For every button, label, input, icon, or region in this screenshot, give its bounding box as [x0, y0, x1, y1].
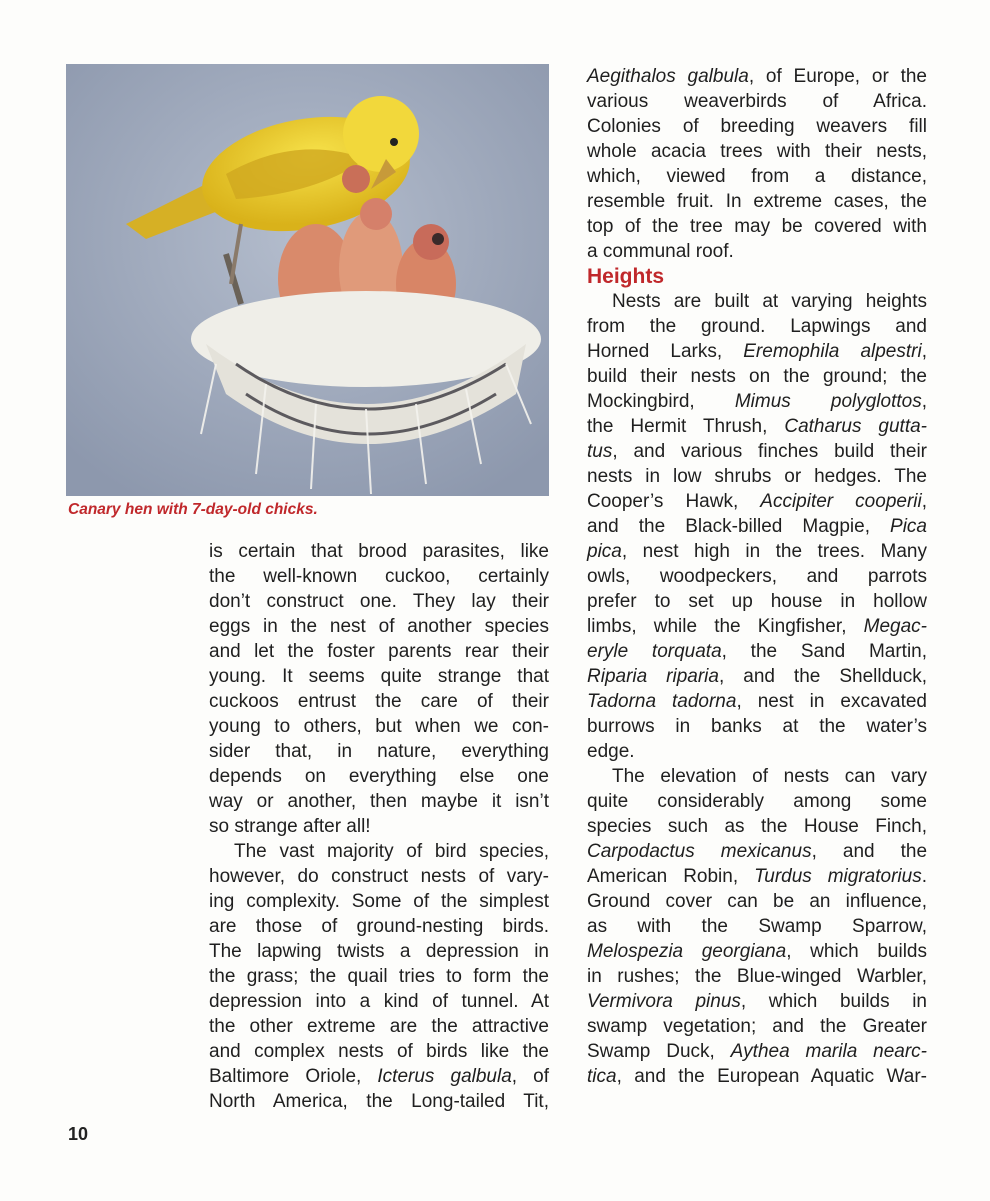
text-line: young. It seems quite strange that — [209, 666, 549, 687]
right-column — [587, 64, 927, 1089]
text-line: prefer to set up house in hollow — [587, 591, 927, 612]
text-line: don’t construct one. They lay their — [209, 591, 549, 612]
text-line: the other extreme are the attractive — [209, 1016, 549, 1037]
text-line: Nests are built at varying heights — [612, 291, 927, 312]
text-line: The lapwing twists a depression in — [209, 941, 549, 962]
canary-illustration — [66, 64, 549, 496]
text-line: as with the Swamp Sparrow, — [587, 916, 927, 937]
text-line: Ground cover can be an influence, — [587, 891, 927, 912]
text-line: Swamp Duck, Aythea marila nearc- — [587, 1041, 927, 1062]
text-line: and complex nests of birds like the — [209, 1041, 549, 1062]
text-line: Mockingbird, Mimus polyglottos, — [587, 391, 927, 412]
text-line: nests in low shrubs or hedges. The — [587, 466, 927, 487]
canary-photo — [66, 64, 549, 496]
text-line: ing complexity. Some of the simplest — [209, 891, 549, 912]
section-heading: Heights — [587, 265, 665, 288]
text-line: however, do construct nests of vary- — [209, 866, 549, 887]
text-line: in rushes; the Blue-winged Warbler, — [587, 966, 927, 987]
text-line: eggs in the nest of another species — [209, 616, 549, 637]
text-line: is certain that brood parasites, like — [209, 541, 549, 562]
text-line: from the ground. Lapwings and — [587, 316, 927, 337]
text-line: sider that, in nature, everything — [209, 741, 549, 762]
text-line: the Hermit Thrush, Catharus gutta- — [587, 416, 927, 437]
text-line: cuckoos entrust the care of their — [209, 691, 549, 712]
text-line: burrows in banks at the water’s — [587, 716, 927, 737]
photo-caption: Canary hen with 7-day-old chicks. — [68, 501, 318, 518]
text-line: various weaverbirds of Africa. — [587, 91, 927, 112]
text-line: depression into a kind of tunnel. At — [209, 991, 549, 1012]
left-column — [209, 539, 549, 1114]
text-line: tica, and the European Aquatic War- — [587, 1066, 927, 1087]
text-line: Melospezia georgiana, which builds — [587, 941, 927, 962]
text-line: whole acacia trees with their nests, — [587, 141, 927, 162]
text-line: top of the tree may be covered with — [587, 216, 927, 237]
text-line: depends on everything else one — [209, 766, 549, 787]
text-line: eryle torquata, the Sand Martin, — [587, 641, 928, 662]
text-line: limbs, while the Kingfisher, Megac- — [587, 616, 927, 637]
text-line: the grass; the quail tries to form the — [209, 966, 549, 987]
text-line: pica, nest high in the trees. Many — [587, 541, 927, 562]
text-line: owls, woodpeckers, and parrots — [587, 566, 927, 587]
text-line: and let the foster parents rear their — [209, 641, 549, 662]
text-line: edge. — [587, 741, 635, 762]
text-line: way or another, then maybe it isn’t — [209, 791, 549, 812]
text-line: Aegithalos galbula, of Europe, or the — [587, 66, 927, 87]
text-line: Cooper’s Hawk, Accipiter cooperii, — [587, 491, 927, 512]
text-line: Colonies of breeding weavers fill — [587, 116, 927, 137]
text-line: quite considerably among some — [587, 791, 927, 812]
text-line: so strange after all! — [209, 816, 371, 837]
page-number: 10 — [68, 1124, 89, 1144]
text-line: Vermivora pinus, which builds in — [587, 991, 928, 1012]
text-line: North America, the Long-tailed Tit, — [209, 1091, 549, 1112]
text-line: young to others, but when we con- — [209, 716, 549, 737]
text-line: swamp vegetation; and the Greater — [587, 1016, 927, 1037]
text-line: build their nests on the ground; the — [587, 366, 927, 387]
text-line: The elevation of nests can vary — [612, 766, 927, 787]
text-line: tus, and various finches build their — [587, 441, 927, 462]
text-line: species such as the House Finch, — [587, 816, 927, 837]
text-line: Baltimore Oriole, Icterus galbula, of — [209, 1066, 549, 1087]
text-line: resemble fruit. In extreme cases, the — [587, 191, 927, 212]
text-line: Tadorna tadorna, nest in excavated — [587, 691, 927, 712]
text-line: which, viewed from a distance, — [587, 166, 927, 187]
text-line: the well-known cuckoo, certainly — [209, 566, 549, 587]
text-line: American Robin, Turdus migratorius. — [587, 866, 927, 887]
text-line: Carpodactus mexicanus, and the — [587, 841, 928, 862]
text-line: Horned Larks, Eremophila alpestri, — [587, 341, 927, 362]
text-line: are those of ground-nesting birds. — [209, 916, 549, 937]
text-line: The vast majority of bird species, — [234, 841, 549, 862]
text-line: Riparia riparia, and the Shellduck, — [587, 666, 927, 687]
text-line: and the Black-billed Magpie, Pica — [587, 516, 927, 537]
text-line: a communal roof. — [587, 241, 734, 262]
